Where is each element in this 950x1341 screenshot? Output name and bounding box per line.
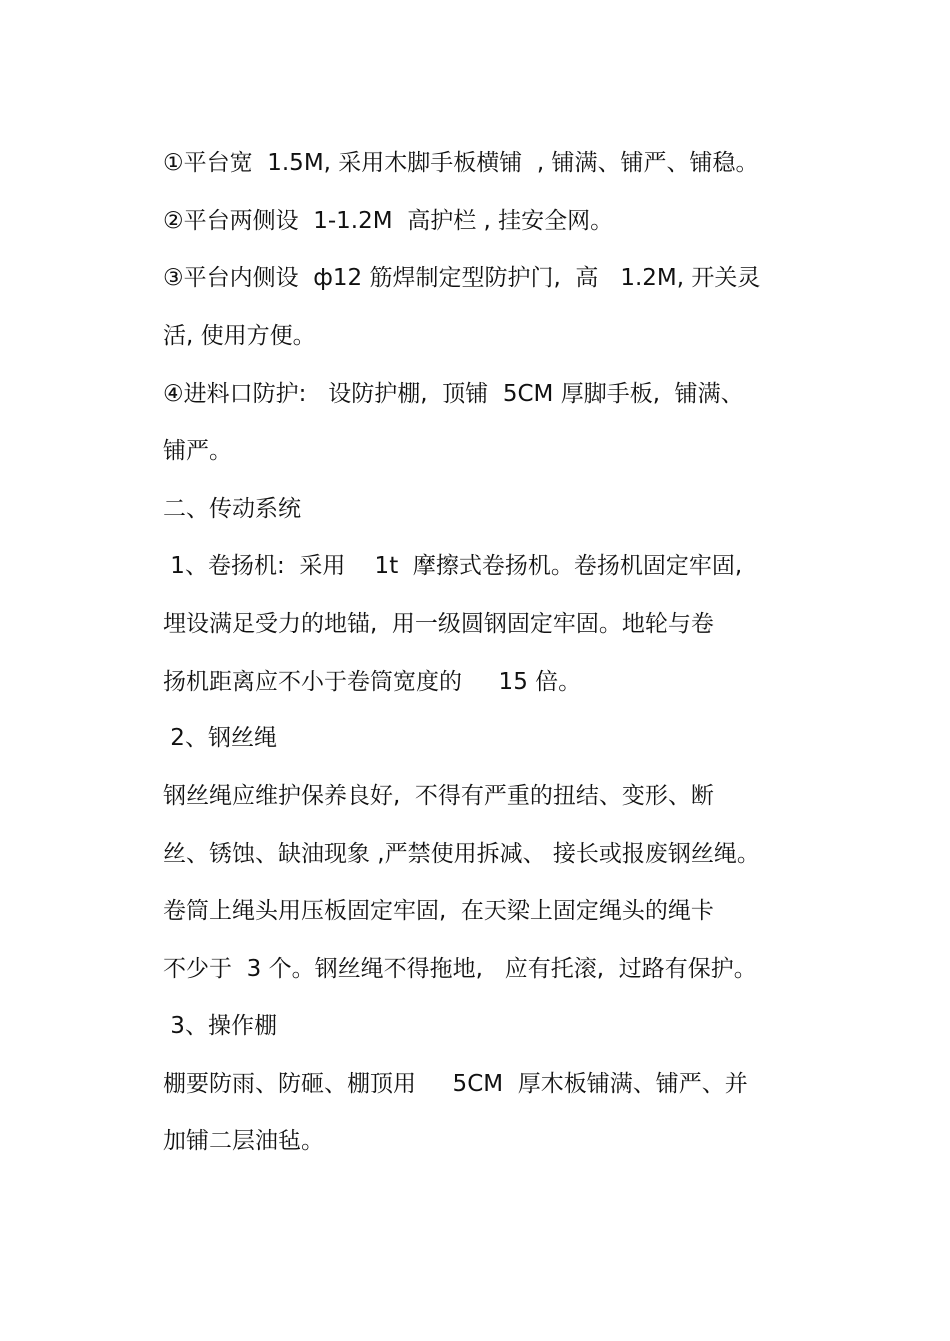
text-line-wire-rope-4: 不少于 3 个。钢丝绳不得拖地, 应有托滚, 过路有保护。	[163, 956, 757, 982]
text-line-platform-width: ①平台宽 1.5M, 采用木脚手板横铺 , 铺满、铺严、铺稳。	[163, 150, 759, 176]
text-line-hoist: 1、卷扬机: 采用 1t 摩擦式卷扬机。卷扬机固定牢固,	[163, 553, 743, 579]
subheading-wire-rope: 2、钢丝绳	[163, 725, 277, 751]
section-heading-transmission: 二、传动系统	[163, 496, 301, 522]
text-line-wire-rope-3: 卷筒上绳头用压板固定牢固, 在天梁上固定绳头的绳卡	[163, 898, 714, 924]
text-line-hoist-cont-1: 埋设满足受力的地锚, 用一级圆钢固定牢固。地轮与卷	[163, 611, 714, 637]
text-line-operation-shed-2: 加铺二层油毡。	[163, 1128, 324, 1154]
text-line-protective-door: ③平台内侧设 ф12 筋焊制定型防护门, 高 1.2M, 开关灵	[163, 265, 761, 291]
text-line-feed-opening-cont: 铺严。	[163, 438, 232, 464]
text-line-platform-railing: ②平台两侧设 1-1.2M 高护栏 , 挂安全网。	[163, 208, 614, 234]
text-line-wire-rope-2: 丝、锈蚀、缺油现象 ,严禁使用拆减、 接长或报废钢丝绳。	[163, 841, 760, 867]
text-line-operation-shed-1: 棚要防雨、防砸、棚顶用 5CM 厚木板铺满、铺严、并	[163, 1071, 748, 1097]
text-line-wire-rope-1: 钢丝绳应维护保养良好, 不得有严重的扭结、变形、断	[163, 783, 714, 809]
text-line-protective-door-cont: 活, 使用方便。	[163, 323, 316, 349]
text-line-feed-opening: ④进料口防护: 设防护棚, 顶铺 5CM 厚脚手板, 铺满、	[163, 381, 744, 407]
text-line-hoist-cont-2: 扬机距离应不小于卷筒宽度的 15 倍。	[163, 669, 582, 695]
subheading-operation-shed: 3、操作棚	[163, 1013, 277, 1039]
